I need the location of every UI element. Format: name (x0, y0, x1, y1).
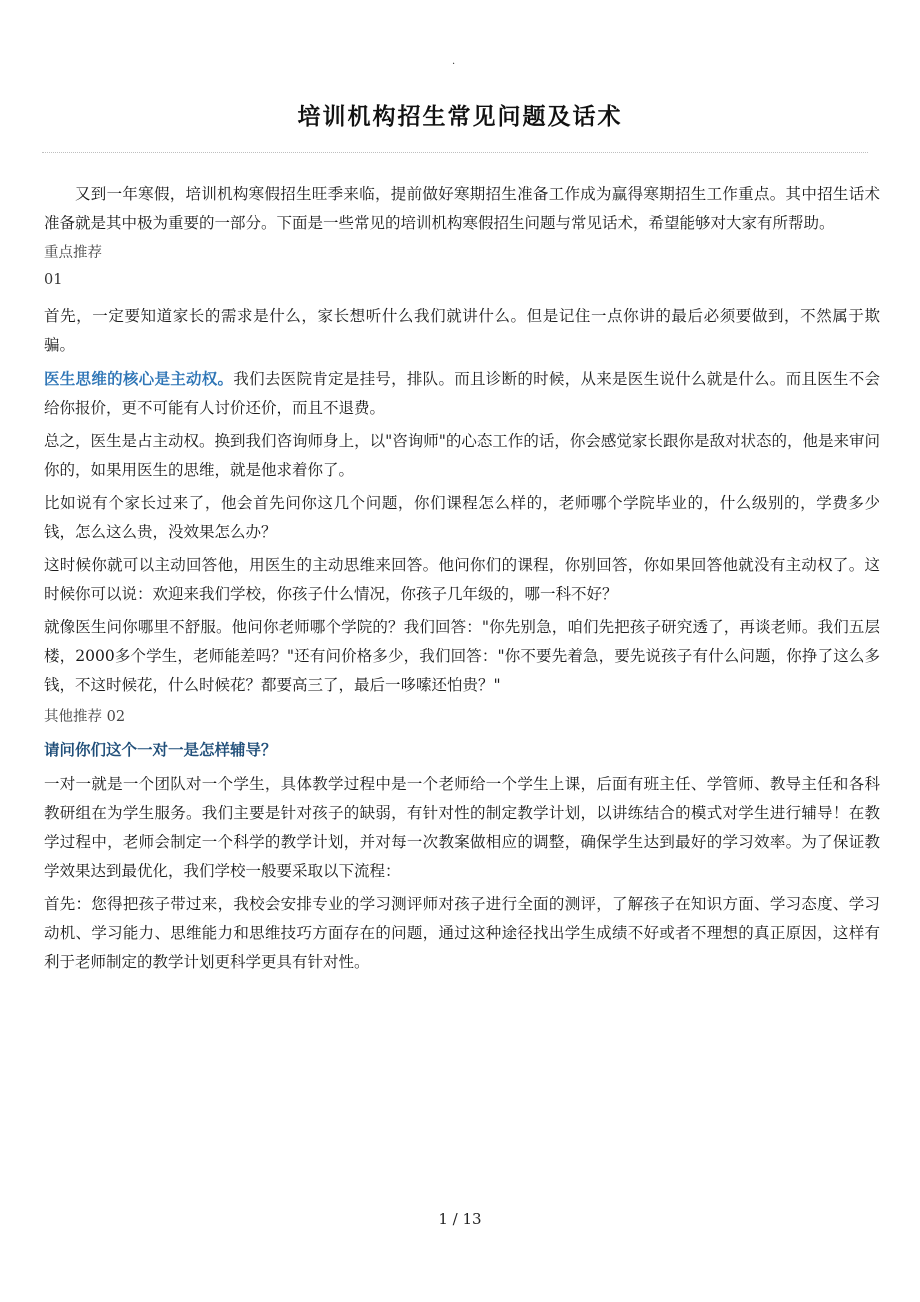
section-label-featured: 重点推荐 (44, 245, 102, 261)
paragraph-doctor-thinking-rest: 我们去医院肯定是挂号，排队。而且诊断的时候，从来是医生说什么就是什么。而且医生不会给你报价，更不可能有人讨价还价，而且不退费。 (44, 370, 880, 417)
header-dot: . (452, 56, 456, 67)
question-heading: 请问你们这个一对一是怎样辅导？ (44, 740, 277, 759)
paragraph-assessment: 首先：您得把孩子带过来，我校会安排专业的学习测评师对孩子进行全面的测评，了解孩子在知识方面、学习态度、学习动机、学习能力、思维能力和思维技巧方面存在的问题，通过这种途径找出学生成绩不好或者不理想的真正原因，这样有利于老师制定的教学计划更科学更具有针对性。 (44, 895, 880, 971)
paragraph-initiative: 总之，医生是占主动权。换到我们咨询师身上，以"咨询师"的心态工作的话，你会感觉家长跟你是敌对状态的，他是来审问你的，如果用医生的思维，就是他求着你了。 (44, 432, 880, 479)
section-label-other: 其他推荐 02 (44, 709, 126, 725)
paragraph-needs: 首先，一定要知道家长的需求是什么，家长想听什么我们就讲什么。但是记住一点你讲的最后必须要做到，不然属于欺骗。 (44, 307, 880, 354)
paragraph-parent-questions: 比如说有个家长过来了，他会首先问你这几个问题，你们课程怎么样的，老师哪个学院毕业的，什么级别的，学费多少钱，怎么这么贵，没效果怎么办？ (44, 494, 880, 541)
title-divider (42, 152, 868, 153)
paragraph-one-on-one: 一对一就是一个团队对一个学生，具体教学过程中是一个老师给一个学生上课，后面有班主任、学管师、教导主任和各科教研组在为学生服务。我们主要是针对孩子的缺弱，有针对性的制定教学计划，以讲练结合的模式对学生进行辅导！在教学过程中，老师会制定一个科学的教学计划，并对每一次教案做相应的调整，确保学生达到最好的学习效率。为了保证教学效果达到最优化，我们学校一般要采取以下流程： (44, 775, 880, 880)
paragraph-doctor-example: 就像医生问你哪里不舒服。他问你老师哪个学院的？我们回答："你先别急，咱们先把孩子研究透了，再谈老师。我们五层楼，2000多个学生，老师能差吗？"还有问价格多少，我们回答："你不要先着急，要先说孩子有什么问题，你挣了这么多钱，不这时候花，什么时候花？都要高三了，最后一哆嗦还怕贵？" (44, 618, 880, 694)
paragraph-active-answer: 这时候你就可以主动回答他，用医生的主动思维来回答。他问你们的课程，你别回答，你如果回答他就没有主动权了。这时候你可以说：欢迎来我们学校，你孩子什么情况，你孩子几年级的，哪一科不好？ (44, 556, 880, 603)
intro-paragraph: 又到一年寒假，培训机构寒假招生旺季来临，提前做好寒期招生准备工作成为赢得寒期招生工作重点。其中招生话术准备就是其中极为重要的一部分。下面是一些常见的培训机构寒假招生问题与常见话术，希望能够对大家有所帮助。 (44, 185, 880, 232)
paragraph-doctor-thinking (44, 364, 880, 423)
page-number: 1 / 13 (438, 1210, 482, 1228)
document-body (44, 180, 880, 981)
document-title: 培训机构招生常见问题及话术 (297, 103, 623, 130)
section-number: 01 (44, 272, 63, 288)
highlight-phrase: 医生思维的核心是主动权。 (44, 369, 234, 388)
